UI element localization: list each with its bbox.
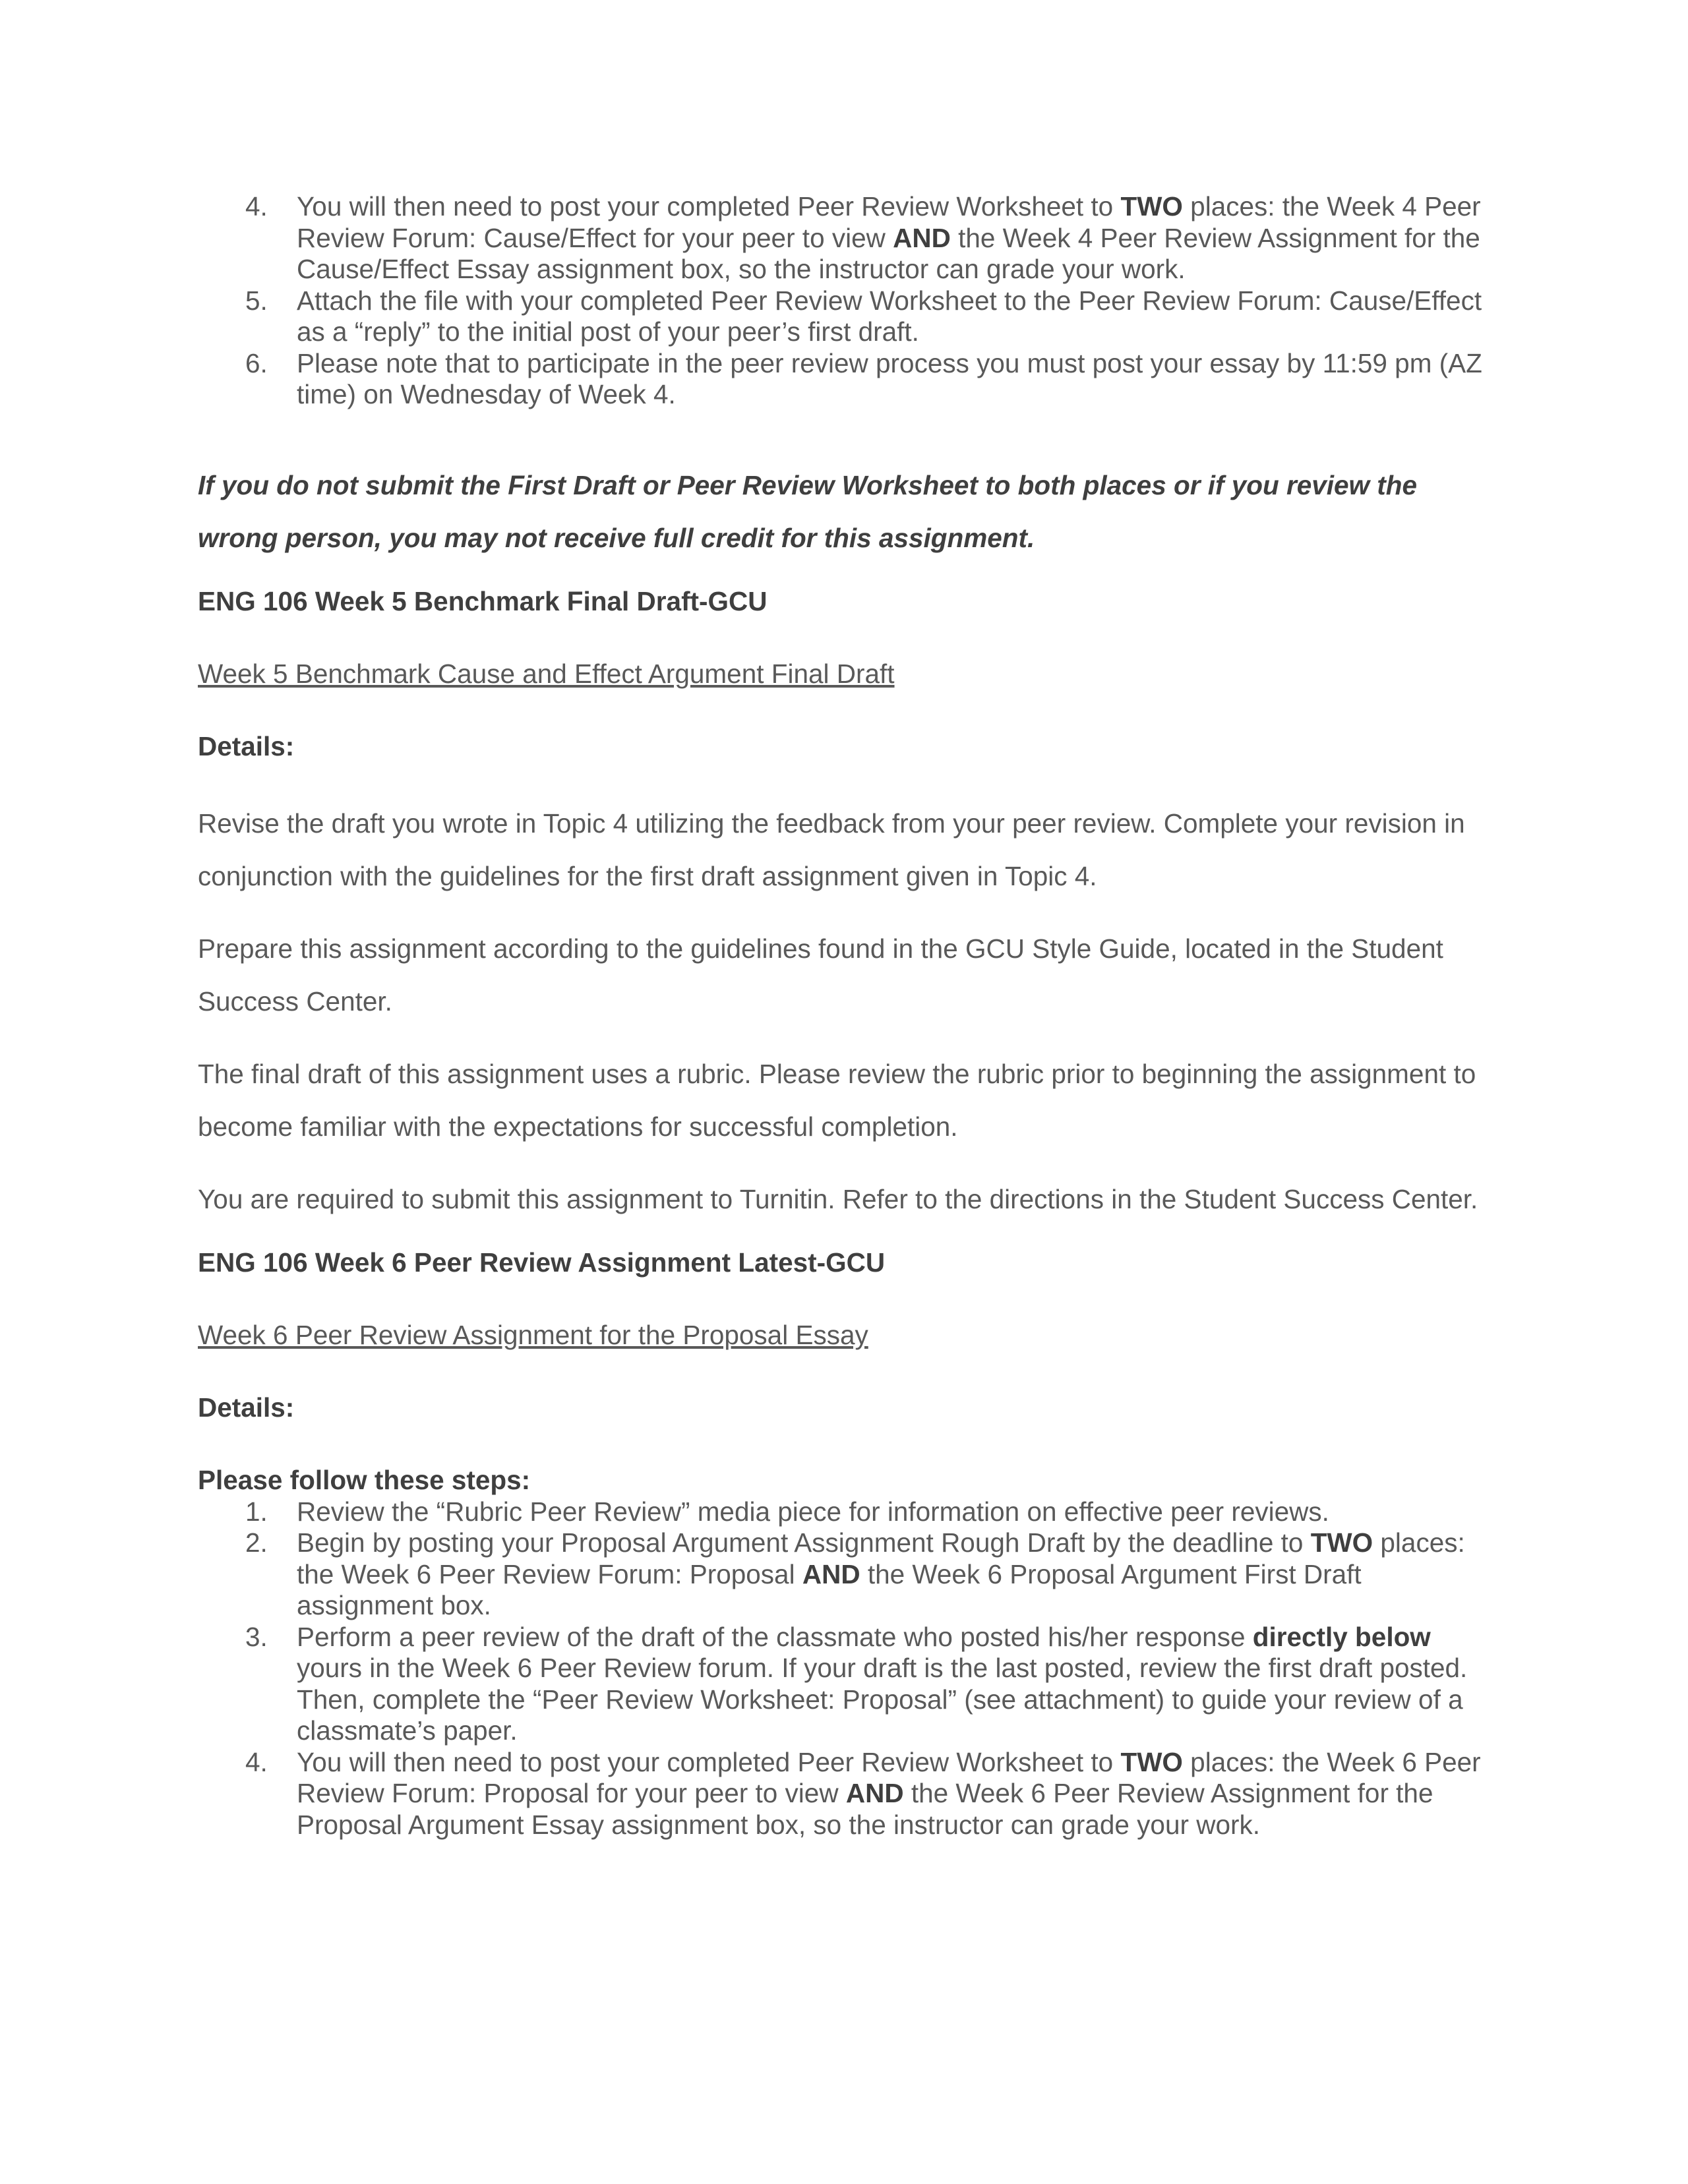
text-run: Perform a peer review of the draft of the classmate who posted his/her response: [297, 1621, 1253, 1652]
steps-label: Please follow these steps:: [198, 1464, 531, 1495]
list-item: [198, 1496, 1490, 1528]
list-number: 1.: [245, 1496, 268, 1527]
text-run: the Week 6 Peer Review Assignment for the Proposal Argument Essay assignment box, so the instructor can grade your work.: [297, 1778, 1433, 1840]
list-number: 6.: [245, 347, 268, 378]
bold-run: directly below: [1252, 1621, 1431, 1652]
section-heading-week5: ENG 106 Week 5 Benchmark Final Draft-GCU: [198, 585, 768, 616]
text-run: places: the Week 4 Peer Review Forum: Cause/Effect for your peer to view: [297, 191, 1481, 253]
text-run: the Week 6 Proposal Argument First Draft assignment box.: [297, 1558, 1362, 1620]
list-text: [297, 1747, 1481, 1840]
list-text: [297, 191, 1481, 284]
list-text: [297, 1622, 1467, 1746]
bottom-step-list: [198, 1496, 1490, 1841]
list-number: 4.: [245, 1746, 268, 1777]
details-label: Details:: [198, 1392, 295, 1423]
text-run: places: the Week 6 Peer Review Forum: Proposal: [297, 1527, 1465, 1589]
document-page: [198, 191, 1490, 1841]
paragraph-turnitin: You are required to submit this assignment to Turnitin. Refer to the directions in the Student Success Center.: [198, 1183, 1478, 1214]
list-number: 4.: [245, 191, 268, 221]
text-run: the Week 4 Peer Review Assignment for the Cause/Effect Essay assignment box, so the instructor can grade your work.: [297, 222, 1480, 284]
list-item: [198, 1622, 1490, 1747]
paragraph-rubric: The final draft of this assignment uses a rubric. Please review the rubric prior to beginning the assignment to become familiar with the expectations for successful completion.: [198, 1058, 1476, 1142]
text-run: Begin by posting your Proposal Argument Assignment Rough Draft by the deadline to: [297, 1527, 1311, 1558]
list-item: [198, 1527, 1490, 1622]
list-text: Please note that to participate in the peer review process you must post your essay by 11:59 pm (AZ time) on Wednesday of Week 4.: [297, 347, 1482, 409]
paragraph-style-guide: Prepare this assignment according to the guidelines found in the GCU Style Guide, located in the Student Success Center.: [198, 933, 1443, 1017]
list-item: [198, 348, 1490, 411]
list-text: [297, 1527, 1465, 1620]
list-number: 3.: [245, 1621, 268, 1652]
assignment-link-week6[interactable]: Week 6 Peer Review Assignment for the Proposal Essay: [198, 1319, 868, 1350]
list-item: [198, 1747, 1490, 1841]
text-run: You will then need to post your completed Peer Review Worksheet to: [297, 191, 1121, 221]
bold-run: TWO: [1120, 191, 1183, 221]
bold-run: TWO: [1120, 1746, 1183, 1777]
list-number: 5.: [245, 285, 268, 316]
details-label: Details:: [198, 730, 295, 761]
list-item: [198, 191, 1490, 285]
bold-run: AND: [893, 222, 951, 253]
bold-run: AND: [845, 1778, 904, 1808]
top-step-list: [198, 191, 1490, 411]
text-run: You will then need to post your completed Peer Review Worksheet to: [297, 1746, 1121, 1777]
bold-run: TWO: [1310, 1527, 1373, 1558]
list-text: Attach the file with your completed Peer Review Worksheet to the Peer Review Forum: Cause/Effect as a “reply” to the initial post of your peer’s first draft.: [297, 285, 1482, 347]
credit-warning: If you do not submit the First Draft or Peer Review Worksheet to both places or if you review the wrong person, you may not receive full credit for this assignment.: [198, 469, 1418, 553]
section-heading-week6: ENG 106 Week 6 Peer Review Assignment Latest-GCU: [198, 1247, 886, 1278]
text-run: yours in the Week 6 Peer Review forum. If your draft is the last posted, review the first draft posted. Then, complete the “Peer Review Worksheet: Proposal” (see attachment) to guide your review of a classmate’s paper.: [297, 1653, 1468, 1746]
text-run: places: the Week 6 Peer Review Forum: Proposal for your peer to view: [297, 1746, 1481, 1808]
list-item: [198, 285, 1490, 348]
paragraph-revise: Revise the draft you wrote in Topic 4 utilizing the feedback from your peer review. Complete your revision in conjunction with the guidelines for the first draft assignment given in Topic 4.: [198, 808, 1465, 891]
list-number: 2.: [245, 1527, 268, 1558]
assignment-link-week5[interactable]: Week 5 Benchmark Cause and Effect Argument Final Draft: [198, 658, 895, 689]
list-text: Review the “Rubric Peer Review” media piece for information on effective peer reviews.: [297, 1496, 1329, 1527]
bold-run: AND: [802, 1558, 860, 1589]
